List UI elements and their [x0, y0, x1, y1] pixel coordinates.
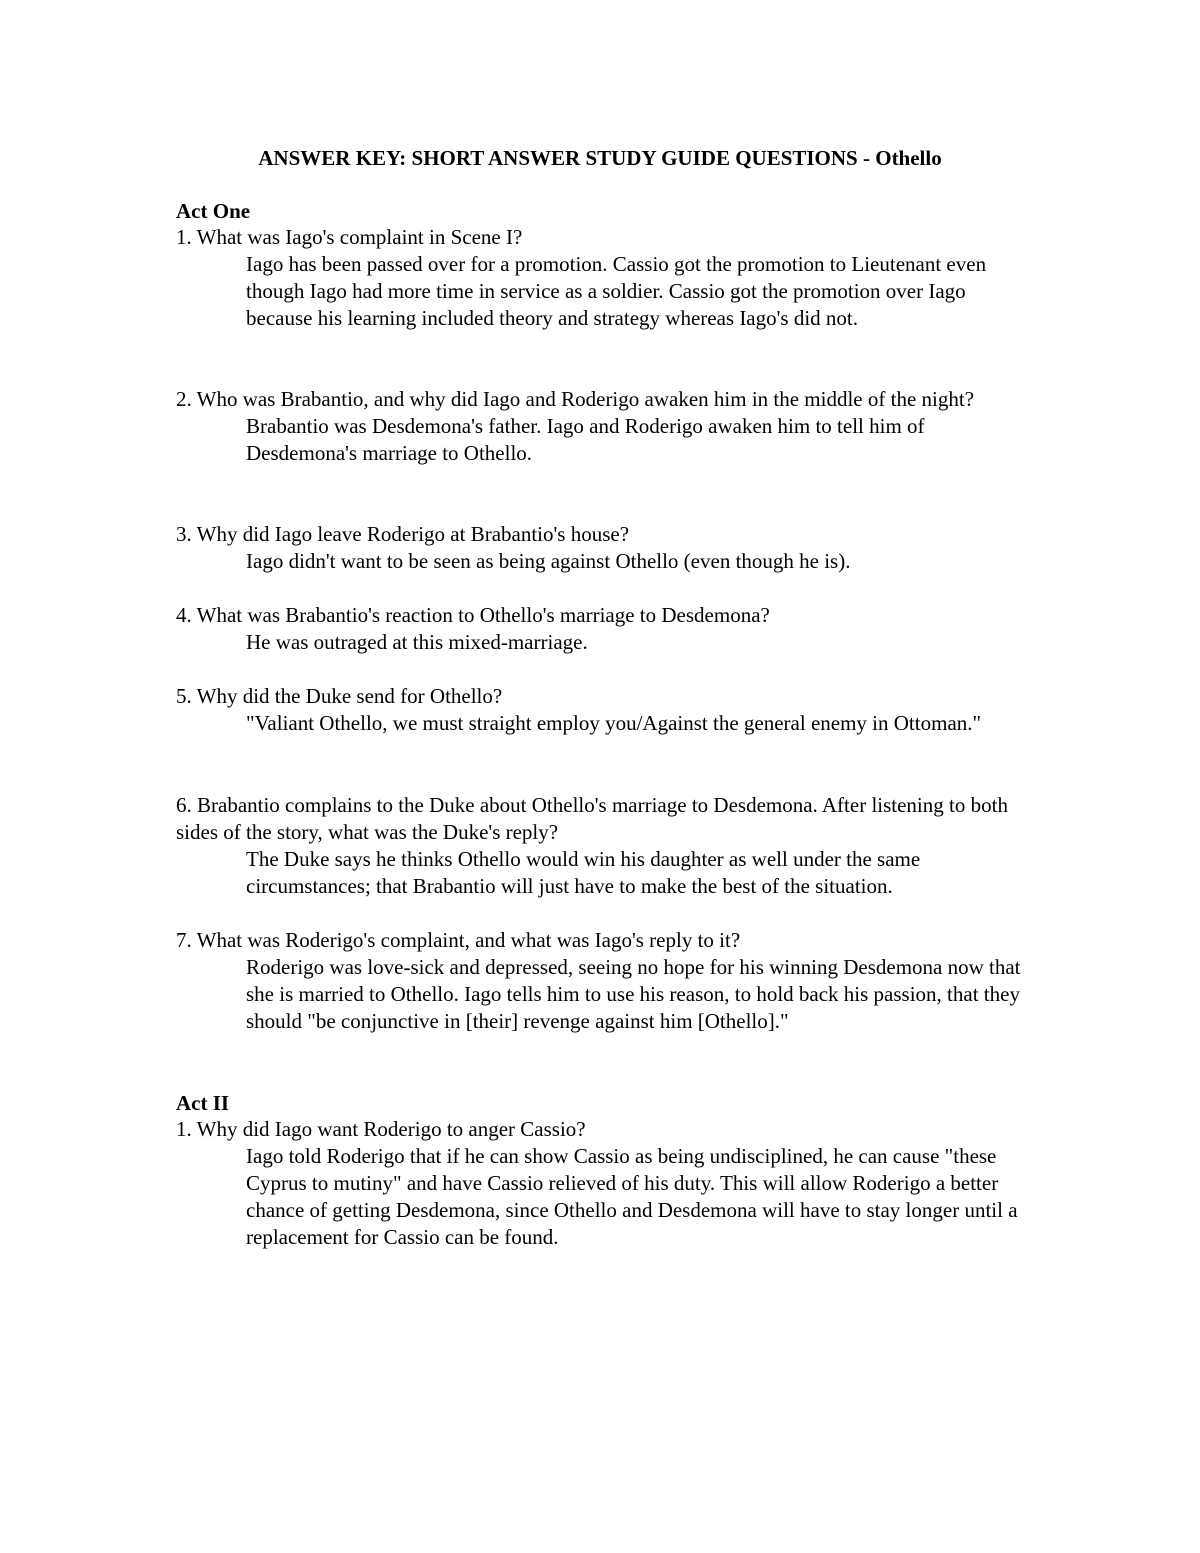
question-text: 6. Brabantio complains to the Duke about Othello's marriage to Desdemona. After listening to both sides of the story, what was the Duke's reply? — [176, 793, 1008, 844]
answer-text: Roderigo was love-sick and depressed, seeing no hope for his winning Desdemona now that she is married to Othello. Iago tells him to use his reason, to hold back his passion, that they should "be conjunctive in [their] revenge against him [Othello]." — [246, 955, 1021, 1033]
qa-item — [176, 927, 1036, 1035]
qa-item — [176, 1116, 1036, 1251]
answer-text: Brabantio was Desdemona's father. Iago and Roderigo awaken him to tell him of Desdemona's marriage to Othello. — [246, 414, 925, 465]
answer-text: The Duke says he thinks Othello would win his daughter as well under the same circumstances; that Brabantio will just have to make the best of the situation. — [246, 847, 921, 898]
act-two-heading: Act II — [176, 1091, 230, 1115]
qa-item — [176, 792, 1036, 900]
act-one-heading: Act One — [176, 199, 251, 223]
page-title: ANSWER KEY: SHORT ANSWER STUDY GUIDE QUESTIONS - Othello — [258, 146, 942, 170]
question-text: 1. Why did Iago want Roderigo to anger Cassio? — [176, 1117, 586, 1141]
answer-text: He was outraged at this mixed-marriage. — [246, 630, 588, 654]
question-text: 1. What was Iago's complaint in Scene I? — [176, 225, 523, 249]
question-text: 5. Why did the Duke send for Othello? — [176, 684, 503, 708]
answer-text: Iago has been passed over for a promotion. Cassio got the promotion to Lieutenant even though Iago had more time in service as a soldier. Cassio got the promotion over Iago because his learning included theory and strategy whereas Iago's did not. — [246, 252, 987, 330]
qa-item — [176, 602, 1036, 656]
answer-text: Iago didn't want to be seen as being against Othello (even though he is). — [246, 549, 851, 573]
question-text: 7. What was Roderigo's complaint, and what was Iago's reply to it? — [176, 928, 741, 952]
qa-item — [176, 224, 1036, 332]
answer-text: "Valiant Othello, we must straight employ you/Against the general enemy in Ottoman." — [246, 711, 982, 735]
qa-item — [176, 521, 1036, 575]
question-text: 2. Who was Brabantio, and why did Iago and Roderigo awaken him in the middle of the night? — [176, 387, 975, 411]
question-text: 4. What was Brabantio's reaction to Othello's marriage to Desdemona? — [176, 603, 770, 627]
qa-item — [176, 386, 1036, 467]
question-text: 3. Why did Iago leave Roderigo at Brabantio's house? — [176, 522, 630, 546]
answer-text: Iago told Roderigo that if he can show Cassio as being undisciplined, he can cause "these Cyprus to mutiny" and have Cassio relieved of his duty. This will allow Roderigo a better chance of getting Desdemona, since Othello and Desdemona will have to stay longer until a replacement for Cassio can be found. — [246, 1144, 1018, 1249]
qa-item — [176, 683, 1036, 737]
